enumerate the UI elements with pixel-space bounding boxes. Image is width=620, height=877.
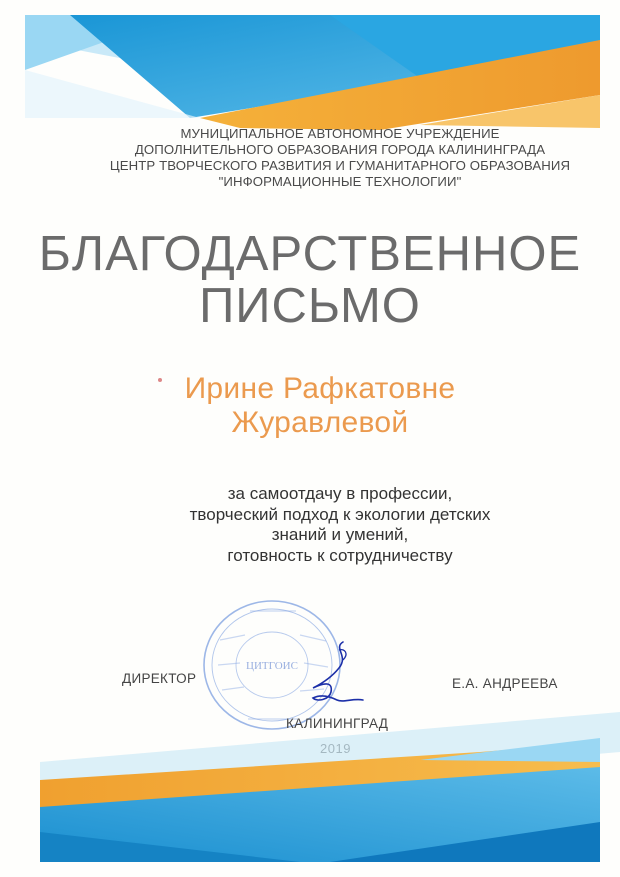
city-label: КАЛИНИНГРАД bbox=[286, 716, 389, 731]
organization-header bbox=[60, 126, 620, 190]
reason-line: творческий подход к экологии детских bbox=[189, 504, 491, 524]
organization-line: ЦЕНТР ТВОРЧЕСКОГО РАЗВИТИЯ И ГУМАНИТАРНОГО ОБРАЗОВАНИЯ bbox=[109, 158, 571, 173]
reason-line: знаний и умений, bbox=[271, 525, 409, 544]
award-reason bbox=[120, 484, 560, 566]
document-title bbox=[0, 228, 620, 332]
bottom-decorative-band bbox=[0, 712, 620, 877]
director-title: ДИРЕКТОР bbox=[122, 671, 197, 686]
title-line-1: БЛАГОДАРСТВЕННОЕ bbox=[38, 227, 582, 281]
recipient-name bbox=[120, 372, 520, 440]
stamp-text: ЦИТГОИС bbox=[246, 660, 298, 672]
organization-line: МУНИЦИПАЛЬНОЕ АВТОНОМНОЕ УЧРЕЖДЕНИЕ bbox=[180, 126, 500, 141]
organization-line: ДОПОЛНИТЕЛЬНОГО ОБРАЗОВАНИЯ ГОРОДА КАЛИНИНГРАДА bbox=[134, 142, 546, 157]
director-name: Е.А. АНДРЕЕВА bbox=[452, 676, 558, 691]
reason-line: готовность к сотрудничеству bbox=[227, 545, 453, 565]
organization-line: "ИНФОРМАЦИОННЫЕ ТЕХНОЛОГИИ" bbox=[218, 174, 462, 189]
top-decorative-band bbox=[0, 0, 620, 135]
signature bbox=[303, 638, 368, 708]
recipient-line-1: Ирине Рафкатовне bbox=[184, 372, 456, 405]
title-line-2: ПИСЬМО bbox=[199, 279, 421, 333]
recipient-line-2: Журавлевой bbox=[231, 406, 409, 439]
reason-line: за самоотдачу в профессии, bbox=[227, 484, 453, 503]
